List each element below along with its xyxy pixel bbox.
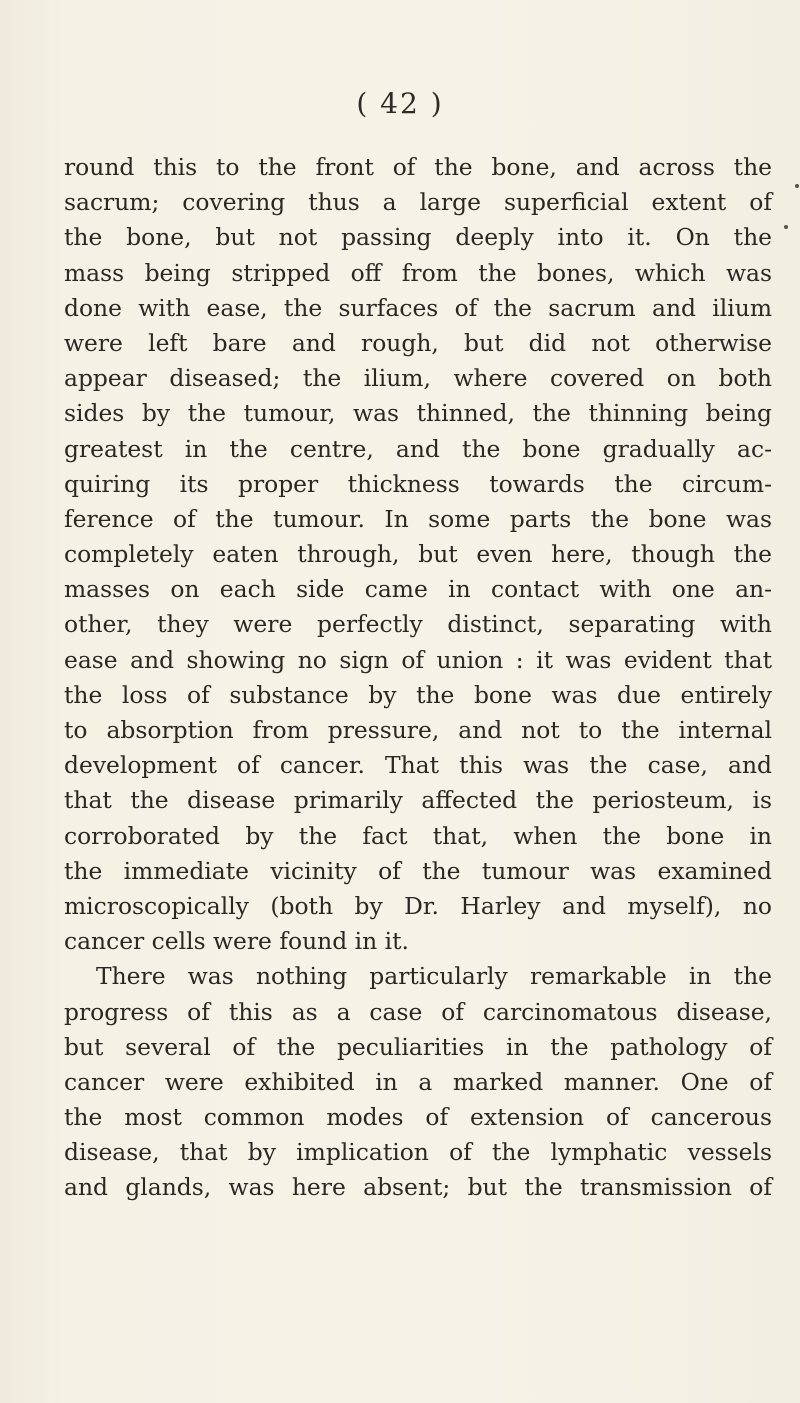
margin-mark xyxy=(784,225,788,229)
text-line: quiring its proper thickness towards the circum- xyxy=(64,469,772,498)
text-line: and glands, was here absent; but the transmission of xyxy=(64,1173,772,1202)
text-line: were left bare and rough, but did not otherwise xyxy=(64,328,772,357)
text-line: microscopically (both by Dr. Harley and myself), no xyxy=(64,891,772,920)
text-line: masses on each side came in contact with one an- xyxy=(64,575,772,604)
text-line: but several of the peculiarities in the pathology of xyxy=(64,1032,772,1061)
text-line: the immediate vicinity of the tumour was examined xyxy=(64,856,772,885)
text-line: the loss of substance by the bone was due entirely xyxy=(64,680,772,709)
text-line: completely eaten through, but even here, though the xyxy=(64,540,772,569)
text-line: mass being stripped off from the bones, which was xyxy=(64,258,772,287)
text-line: development of cancer. That this was the case, and xyxy=(64,751,772,780)
text-line: appear diseased; the ilium, where covered on both xyxy=(64,364,772,393)
text-line: round this to the front of the bone, and across the xyxy=(64,153,772,181)
text-line: greatest in the centre, and the bone gradually ac- xyxy=(64,434,772,463)
text-line: progress of this as a case of carcinomatous disease, xyxy=(64,997,772,1026)
text-line: disease, that by implication of the lymphatic vessels xyxy=(64,1138,772,1167)
text-line: the most common modes of extension of cancerous xyxy=(64,1103,772,1132)
text-line: cancer cells were found in it. xyxy=(64,927,409,956)
text-line: ference of the tumour. In some parts the bone was xyxy=(64,504,772,533)
page-number: ( 42 ) xyxy=(356,87,444,120)
text-line: to absorption from pressure, and not to the internal xyxy=(64,716,772,744)
text-line: sides by the tumour, was thinned, the thinning being xyxy=(64,399,772,428)
text-line: corroborated by the fact that, when the bone in xyxy=(64,821,772,850)
paragraph-start-line: There was nothing particularly remarkable in the xyxy=(96,962,772,991)
text-line: done with ease, the surfaces of the sacrum and ilium xyxy=(64,293,772,322)
text-line: the bone, but not passing deeply into it. On the xyxy=(64,223,772,252)
text-line: that the disease primarily affected the periosteum, is xyxy=(64,786,772,815)
text-line: sacrum; covering thus a large superficial extent of xyxy=(64,188,772,217)
body-text xyxy=(64,150,772,1206)
text-line: other, they were perfectly distinct, separating with xyxy=(64,610,772,639)
text-line: cancer were exhibited in a marked manner. One of xyxy=(64,1067,772,1096)
margin-mark xyxy=(795,184,799,188)
text-line: ease and showing no sign of union : it was evident that xyxy=(64,645,772,674)
